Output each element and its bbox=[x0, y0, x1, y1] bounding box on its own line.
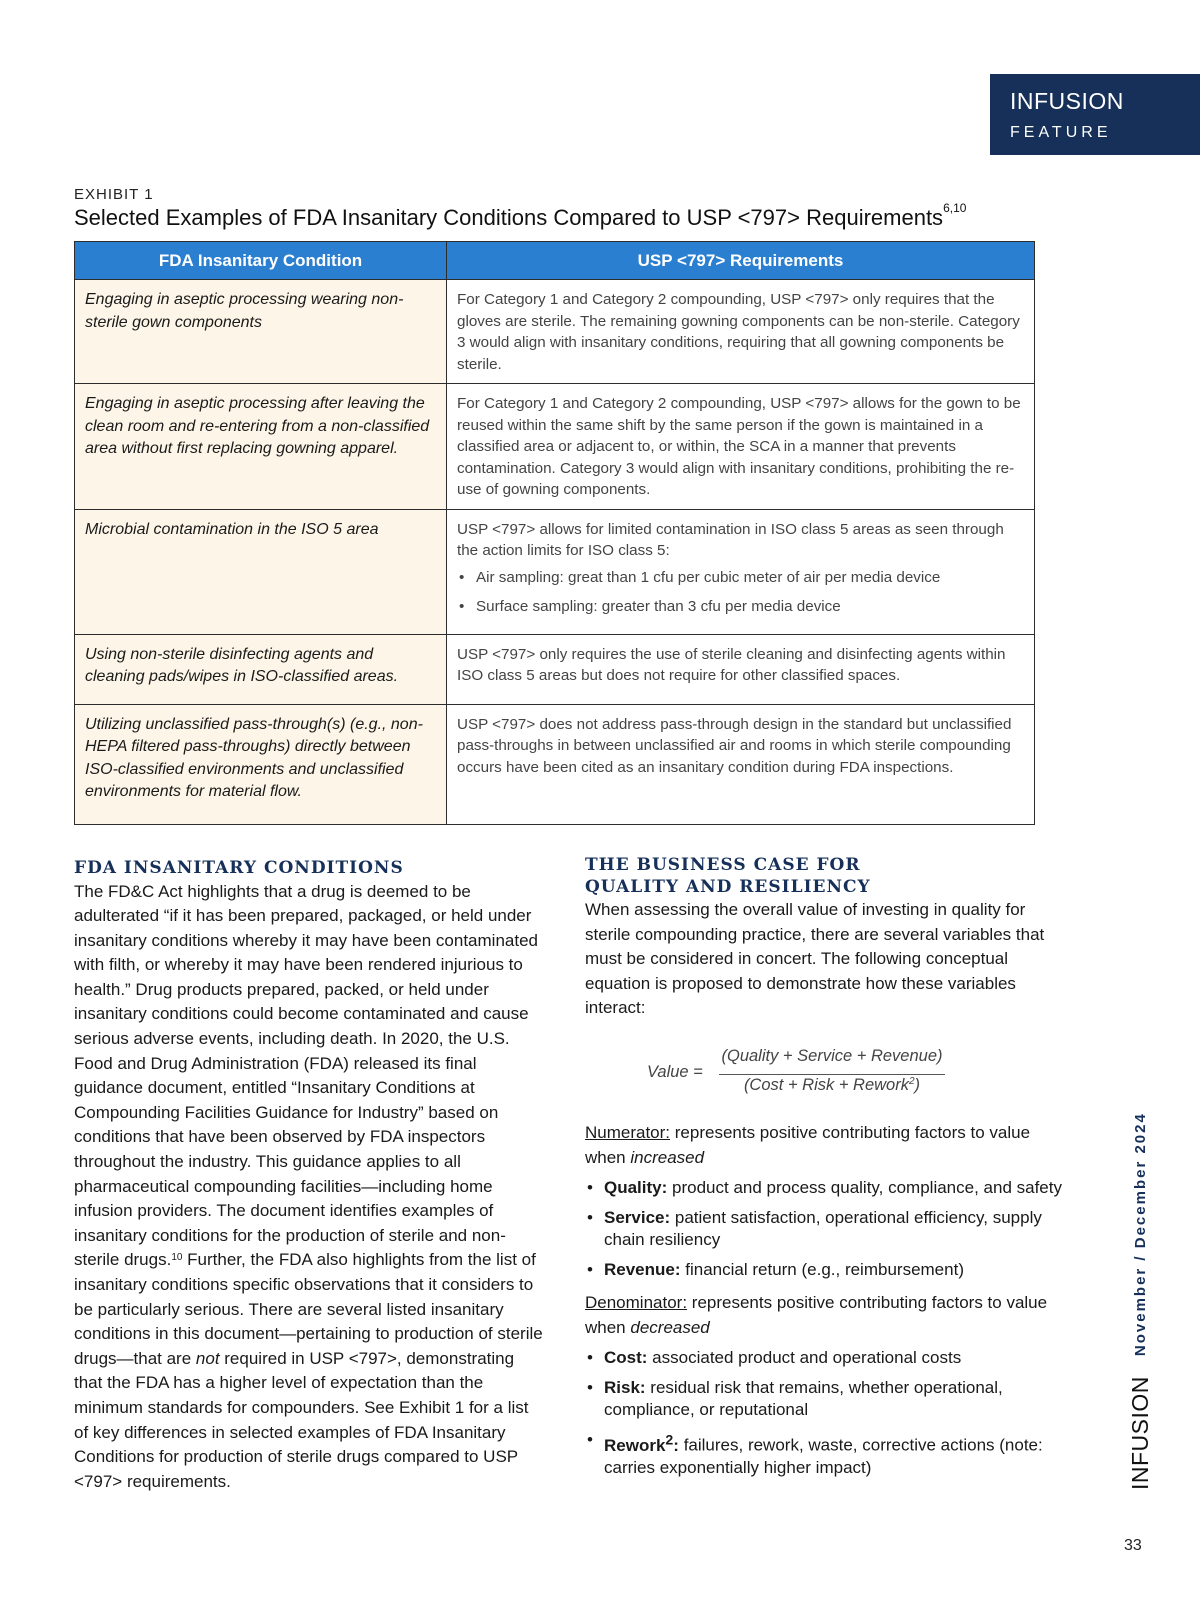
table-row bbox=[75, 704, 1035, 824]
numerator-text: represents positive contributing factors to value when bbox=[585, 1122, 1031, 1167]
list-item bbox=[585, 1429, 1065, 1480]
column-header-requirements: USP <797> Requirements bbox=[447, 242, 1035, 280]
table-row bbox=[75, 634, 1035, 704]
item-desc: patient satisfaction, operational efficiency, supply chain resiliency bbox=[604, 1207, 1042, 1250]
list-item bbox=[585, 1377, 1065, 1422]
requirement-cell: USP <797> only requires the use of sterile cleaning and disinfecting agents within ISO class 5 areas but does not require for other classified spaces. bbox=[447, 634, 1035, 704]
equation-label: Value = bbox=[647, 1062, 703, 1081]
denominator-desc-text: represents positive contributing factors to value when bbox=[585, 1293, 1048, 1337]
section-badge bbox=[990, 74, 1200, 155]
heading-line: QUALITY AND RESILIENCY bbox=[585, 876, 871, 897]
body-paragraph bbox=[74, 880, 544, 1495]
condition-cell: Using non-sterile disinfecting agents and cleaning pads/wipes in ISO-classified areas. bbox=[75, 634, 447, 704]
term-colon: : bbox=[673, 1435, 679, 1455]
condition-cell: Utilizing unclassified pass-through(s) (e.g., non-HEPA filtered pass-throughs) directly between ISO-classified environments and unclassified environments for material flow. bbox=[75, 704, 447, 824]
table-header-row bbox=[75, 242, 1035, 280]
numerator-emph: increased bbox=[630, 1147, 705, 1167]
denominator-close: ) bbox=[914, 1075, 921, 1094]
item-term: Cost: bbox=[604, 1348, 648, 1368]
section-heading bbox=[585, 855, 1065, 898]
item-term: Revenue: bbox=[604, 1259, 681, 1279]
requirement-cell: For Category 1 and Category 2 compounding, USP <797> allows for the gown to be reused within the same shift by the same person if the gown is maintained in a classified area or adjacent to, or within, the SCA in a manner that prevents contamination. Category 3 would align with insanitary conditions, prohibiting the re-use of gowning components. bbox=[447, 384, 1035, 510]
body-text: Further, the FDA also highlights from the list of insanitary conditions specific observations that it considers to be particularly serious. There are several listed insanitary conditions in this document—pertaining to production of sterile drugs—that are bbox=[74, 1250, 543, 1368]
action-limit-list bbox=[457, 567, 1024, 618]
item-term: Quality: bbox=[604, 1178, 668, 1198]
left-column bbox=[74, 858, 544, 1494]
table-row bbox=[75, 280, 1035, 384]
numerator-description bbox=[585, 1121, 1065, 1170]
requirement-cell bbox=[447, 509, 1035, 634]
denominator-label: Denominator: bbox=[585, 1293, 688, 1313]
item-term: Service: bbox=[604, 1207, 671, 1227]
condition-cell: Engaging in aseptic processing wearing non-sterile gown components bbox=[75, 280, 447, 384]
body-text: required in USP <797>, demonstrating that the FDA has a higher level of expectation than the minimum standards for compounders. See Exhibit 1 for a list of key differences in selected examples of FDA Insanitary Conditions for production of sterile drugs compared to USP <797> requirements. bbox=[74, 1348, 529, 1491]
emphasis-text: not bbox=[195, 1348, 220, 1368]
numerator-label: Numerator: bbox=[585, 1122, 671, 1142]
condition-cell: Engaging in aseptic processing after leaving the clean room and re-entering from a non-classified area without first replacing gowning apparel. bbox=[75, 384, 447, 510]
denominator-emph: decreased bbox=[630, 1317, 710, 1337]
table-row bbox=[75, 509, 1035, 634]
item-term bbox=[604, 1431, 679, 1455]
exhibit-table bbox=[74, 241, 1035, 825]
list-item bbox=[585, 1259, 1065, 1282]
section-heading: FDA INSANITARY CONDITIONS bbox=[74, 858, 404, 878]
body-text: The FD&C Act highlights that a drug is deemed to be adulterated “if it has been prepared, packaged, or held under insanitary conditions whereby it may have been contaminated with filth, or whereby it may have been rendered injurious to health.” Drug products prepared, packed, or held under insanitary conditions could become contaminated and cause serious adverse events, including death. In 2020, the U.S. Food and Drug Administration (FDA) released its final guidance document, entitled “Insanitary Conditions at Compounding Facilities Guidance for Industry” based on conditions that have been observed by FDA inspectors throughout the industry. This guidance applies to all pharmaceutical compounding facilities—including home infusion providers. The document identifies examples of insanitary conditions for the production of sterile and non-sterile drugs. bbox=[74, 881, 538, 1270]
denominator-text: (Cost + Risk + Rework bbox=[743, 1075, 909, 1094]
list-item bbox=[585, 1177, 1065, 1200]
list-item bbox=[585, 1347, 1065, 1370]
item-desc: associated product and operational costs bbox=[647, 1348, 962, 1368]
numerator-list bbox=[585, 1177, 1065, 1281]
section-label: FEATURE bbox=[1010, 124, 1112, 141]
denominator-description bbox=[585, 1291, 1065, 1340]
requirement-text: USP <797> allows for limited contamination in ISO class 5 areas as seen through the action limits for ISO class 5: bbox=[457, 520, 1004, 559]
sidebar-text bbox=[1127, 1112, 1154, 1490]
requirement-cell: For Category 1 and Category 2 compounding, USP <797> only requires that the gloves are sterile. The remaining gowning components can be non-sterile. Category 3 would align with insanitary conditions, requiring that all gowning components be sterile. bbox=[447, 280, 1035, 384]
exhibit-title-text: Selected Examples of FDA Insanitary Conditions Compared to USP <797> Requirements bbox=[74, 205, 944, 230]
sidebar-brand: INFUSION bbox=[1127, 1376, 1153, 1490]
item-desc: product and process quality, compliance, and safety bbox=[667, 1178, 1062, 1198]
exhibit-label: EXHIBIT 1 bbox=[74, 186, 154, 203]
citation-ref: 10 bbox=[171, 1252, 183, 1264]
page-number: 33 bbox=[1124, 1537, 1142, 1554]
requirement-cell: USP <797> does not address pass-through design in the standard but unclassified pass-throughs in between unclassified air and rooms in which sterile compounding occurs have been cited as an insanitary condition during FDA inspections. bbox=[447, 704, 1035, 824]
exhibit-title-refs: 6,10 bbox=[943, 201, 967, 215]
column-header-condition: FDA Insanitary Condition bbox=[75, 242, 447, 280]
heading-line: THE BUSINESS CASE FOR bbox=[585, 855, 861, 875]
intro-paragraph: When assessing the overall value of investing in quality for sterile compounding practice, there are several variables that must be considered in concert. The following conceptual equation is proposed to demonstrate how these variables interact: bbox=[585, 900, 1045, 1018]
denominator-list bbox=[585, 1347, 1065, 1479]
item-desc: failures, rework, waste, corrective actions (note: carries exponentially higher impact) bbox=[604, 1435, 1043, 1477]
term-text: Rework bbox=[604, 1435, 666, 1455]
item-term: Risk: bbox=[604, 1377, 646, 1397]
value-equation bbox=[585, 1033, 1065, 1121]
condition-cell: Microbial contamination in the ISO 5 area bbox=[75, 509, 447, 634]
exhibit-title bbox=[74, 201, 967, 231]
issue-date: November / December 2024 bbox=[1132, 1112, 1149, 1357]
list-item: • Surface sampling: greater than 3 cfu per media device bbox=[457, 596, 1024, 618]
table-row bbox=[75, 384, 1035, 510]
equation-numerator: (Quality + Service + Revenue) bbox=[721, 1046, 943, 1065]
denominator-exponent: 2 bbox=[908, 1075, 915, 1087]
item-desc: financial return (e.g., reimbursement) bbox=[680, 1259, 964, 1279]
list-item: • Air sampling: great than 1 cfu per cubic meter of air per media device bbox=[457, 567, 1024, 589]
equation-denominator bbox=[719, 1076, 945, 1095]
term-exponent: 2 bbox=[665, 1431, 674, 1448]
brand-logo: INFUSION bbox=[1010, 88, 1124, 114]
item-desc: residual risk that remains, whether operational, compliance, or reputational bbox=[604, 1377, 1003, 1420]
list-item bbox=[585, 1207, 1065, 1252]
right-column bbox=[585, 855, 1065, 1487]
